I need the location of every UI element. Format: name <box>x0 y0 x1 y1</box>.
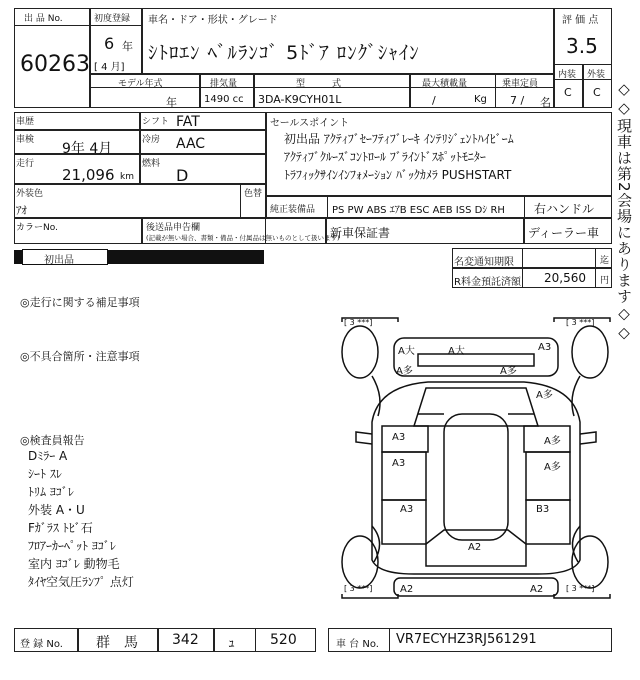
mark-rear-center: A2 <box>468 542 482 553</box>
recycle-unit: 円 <box>600 276 610 286</box>
inspector-line-6: ﾌﾛｱｰｶｰﾍﾟｯﾄ ﾖｺﾞﾚ <box>28 539 116 553</box>
docs-note: (記載が無い場合、書類・備品・付属品は無いものとして扱います) <box>146 234 340 242</box>
inspection-label: 車検 <box>16 135 35 145</box>
tire-front-left-label: [ 3 ***] <box>344 318 373 327</box>
fuel-label: 燃料 <box>142 159 161 169</box>
first-reg-month: [ 4 月] <box>94 62 125 73</box>
mark-door-left-1: A3 <box>392 432 406 443</box>
defects-remarks-title: ◎不具合箇所・注意事項 <box>20 350 140 363</box>
mark-door-right-2: A多 <box>544 462 561 473</box>
mileage-unit: km <box>120 172 134 182</box>
warranty-value: 新車保証書 <box>330 226 391 240</box>
car-name: ｼﾄﾛｴﾝ ﾍﾞﾙﾗﾝｺﾞ 5ﾄﾞｱ ﾛﾝｸﾞｼｬｲﾝ <box>148 42 420 64</box>
first-reg-year-unit: 年 <box>122 40 133 53</box>
sales-point-title: セールスポイント <box>270 118 350 129</box>
mark-rear-left: A3 <box>400 504 414 515</box>
inspection-value: 9年 4月 <box>62 141 113 157</box>
score-label: 評 価 点 <box>562 15 599 26</box>
load-label: 最大積載量 <box>422 79 468 89</box>
capacity-value: 7 / <box>510 94 525 107</box>
mark-front-top-left: A大 <box>398 346 415 357</box>
exterior-label: 外装 <box>587 70 606 80</box>
capacity-label: 乗車定員 <box>502 79 539 89</box>
inspector-line-7: 室内 ﾖｺﾞﾚ 動物毛 <box>28 557 120 571</box>
car-damage-diagram <box>338 316 614 602</box>
steering-value: 右ハンドル <box>534 202 595 216</box>
registration-place: 群 馬 <box>96 635 138 651</box>
lot-label: 出 品 No. <box>24 14 63 24</box>
color-change-label: 色替 <box>244 189 263 199</box>
interior-grade: C <box>564 86 572 99</box>
dealer-value: ディーラー車 <box>528 226 600 240</box>
fuel-value: D <box>176 166 189 185</box>
venue-note: ◇◇現車は第2会場にあります◇◇ <box>615 80 633 343</box>
mark-bumper-left: A2 <box>400 584 414 595</box>
name-change-label: 名変通知期限 <box>454 257 514 268</box>
tire-front-right-label: [ 3 ***] <box>566 318 595 327</box>
model-year-unit: 年 <box>166 96 177 109</box>
inspector-line-2: ｼｰﾄ ｽﾚ <box>28 467 62 481</box>
inspector-line-1: Dﾐﾗｰ A <box>28 449 68 463</box>
tire-rear-right-label: [ 3 ***] <box>566 584 595 593</box>
recycle-label: R料金預託済額 <box>454 277 521 288</box>
mark-bumper-right: A2 <box>530 584 544 595</box>
registration-number: 520 <box>270 632 297 648</box>
displacement-label: 排気量 <box>210 79 238 89</box>
shift-value: FAT <box>176 114 200 130</box>
load-value: / <box>432 94 436 107</box>
sales-point-line-3: ﾄﾗﾌｨｯｸｻｲﾝｲﾝﾌｫﾒｰｼｮﾝ ﾊﾞｯｸｶﾒﾗ PUSHSTART <box>284 168 512 182</box>
ext-color-value: ｱｵ <box>16 204 27 217</box>
inspector-line-8: ﾀｲﾔ空気圧ﾗﾝﾌﾟ 点灯 <box>28 575 134 589</box>
mark-door-left-2: A3 <box>392 458 406 469</box>
sales-point-line-2: ｱｸﾃｨﾌﾞｸﾙｰｽﾞｺﾝﾄﾛｰﾙ ﾌﾞﾗｲﾝﾄﾞｽﾎﾟｯﾄﾓﾆﾀｰ <box>284 150 486 164</box>
inspector-report-title: ◎検査員報告 <box>20 434 85 447</box>
displacement-value: 1490 cc <box>204 94 244 105</box>
shift-label: シフト <box>142 117 170 127</box>
name-change-unit: 迄 <box>600 256 610 266</box>
equipment-label: 純正装備品 <box>270 205 316 215</box>
inspector-line-4: 外装 A・U <box>28 503 85 517</box>
mileage-value: 21,096 <box>62 166 115 184</box>
inspector-line-5: Fｶﾞﾗｽ ﾄﾋﾞ石 <box>28 521 93 535</box>
mileage-label: 走行 <box>16 159 35 169</box>
car-name-label: 車名・ドア・形状・グレード <box>148 15 278 26</box>
recycle-value: 20,560 <box>544 271 586 285</box>
docs-label: 後送品申告欄 <box>146 223 201 233</box>
vin-value: VR7ECYHZ3RJ561291 <box>396 632 537 647</box>
aircon-label: 冷房 <box>142 135 161 145</box>
registration-class: 342 <box>172 632 199 648</box>
mark-fender-left: A多 <box>396 366 413 377</box>
mark-rear-right: B3 <box>536 504 550 515</box>
first-listing-label: 初出品 <box>44 255 74 266</box>
mark-front-top-right: A3 <box>538 342 552 353</box>
mark-door-right-1: A多 <box>544 436 561 447</box>
load-unit: Kg <box>474 94 487 105</box>
model-year-label: モデル年式 <box>118 79 163 89</box>
type-label: 型 式 <box>296 79 342 89</box>
driving-remarks-title: ◎走行に関する補足事項 <box>20 296 140 309</box>
lot-number: 60263 <box>20 52 90 77</box>
ext-color-label: 外装色 <box>16 189 44 199</box>
vin-label: 車 台 No. <box>336 639 379 650</box>
exterior-grade: C <box>593 86 601 99</box>
mark-door-right: A多 <box>536 390 553 401</box>
score-value: 3.5 <box>566 34 598 58</box>
type-value: 3DA-K9CYH01L <box>258 93 342 106</box>
first-reg-label: 初度登録 <box>94 14 131 24</box>
registration-kana: ｭ <box>228 635 235 651</box>
capacity-unit: 名 <box>540 96 551 109</box>
sales-point-line-1: 初出品 ｱｸﾃｨﾌﾞｾｰﾌﾃｨﾌﾞﾚｰｷ ｲﾝﾃﾘｼﾞｪﾝﾄﾊｲﾋﾞｰﾑ <box>284 132 514 146</box>
interior-label: 内装 <box>558 70 577 80</box>
tire-rear-left-label: [ 3 ***] <box>344 584 373 593</box>
color-no-label: カラーNo. <box>16 223 58 233</box>
registration-label: 登 録 No. <box>20 639 63 650</box>
inspector-line-3: ﾄﾘﾑ ﾖｺﾞﾚ <box>28 485 74 499</box>
equipment-items: PS PW ABS ｴｱB ESC AEB ISS Dｼ RH <box>332 205 505 216</box>
first-reg-year: 6 <box>104 34 115 53</box>
mark-fender-right: A多 <box>500 366 517 377</box>
mark-front-top-mid: A大 <box>448 346 465 357</box>
history-label: 車歴 <box>16 117 35 127</box>
aircon-value: AAC <box>176 136 206 152</box>
